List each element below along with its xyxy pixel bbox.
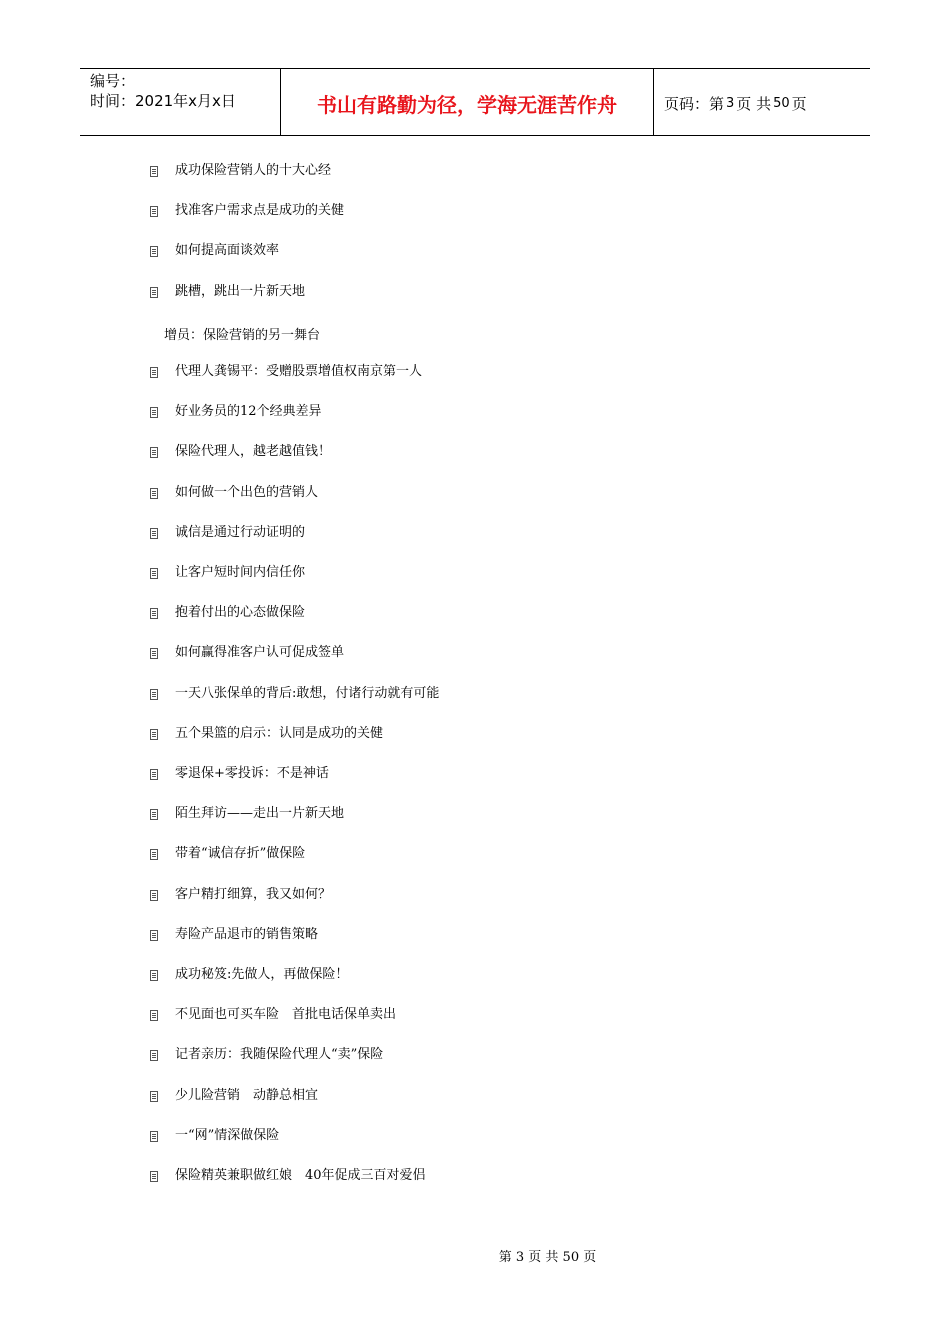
list-item-label: 如何赢得准客户认可促成签单 [175, 645, 345, 660]
list-item[interactable] [150, 966, 348, 984]
list-item[interactable] [150, 403, 322, 421]
list-item[interactable] [150, 524, 305, 542]
list-item-label: 保险精英兼职做红娘 40年促成三百对爱侣 [175, 1168, 426, 1183]
document-icon [150, 246, 158, 257]
list-item-label: 好业务员的12个经典差异 [175, 404, 322, 419]
list-item[interactable] [150, 845, 305, 863]
list-item-label: 寿险产品退市的销售策略 [175, 927, 319, 942]
document-icon [150, 568, 158, 579]
document-icon [150, 648, 158, 659]
list-item[interactable] [150, 283, 305, 301]
list-item[interactable] [150, 1167, 426, 1185]
document-icon [150, 970, 158, 981]
list-item-label: 代理人龚锡平：受赠股票增值权南京第一人 [175, 364, 423, 379]
list-item-label: 少儿险营销 动静总相宜 [175, 1088, 319, 1103]
header-motto: 书山有路勤为径，学海无涯苦作舟 [281, 69, 654, 135]
list-item-label: 一“网”情深做保险 [175, 1128, 280, 1143]
document-date: 时间：2021年x月x日 [90, 92, 236, 110]
list-item-label: 如何提高面谈效率 [175, 243, 280, 258]
list-item-label: 成功保险营销人的十大心经 [175, 163, 332, 178]
document-icon [150, 729, 158, 740]
list-item[interactable] [150, 1127, 279, 1145]
document-icon [150, 930, 158, 941]
list-item-label: 记者亲历：我随保险代理人“卖”保险 [175, 1047, 384, 1062]
list-item-label: 找准客户需求点是成功的关健 [175, 203, 345, 218]
list-item[interactable] [150, 886, 331, 904]
list-item-label: 保险代理人，越老越值钱！ [175, 444, 332, 459]
list-item-label: 如何做一个出色的营销人 [175, 485, 319, 500]
document-icon [150, 206, 158, 217]
list-item-label: 陌生拜访——走出一片新天地 [175, 806, 345, 821]
list-item[interactable] [150, 644, 344, 662]
list-item-label: 抱着付出的心态做保险 [175, 605, 306, 620]
list-item[interactable] [150, 1087, 318, 1105]
page-total: 50 [773, 95, 790, 111]
list-item-label: 诚信是通过行动证明的 [175, 525, 306, 540]
list-item[interactable] [150, 363, 422, 381]
document-icon [150, 447, 158, 458]
list-item-label: 让客户短时间内信任你 [175, 565, 306, 580]
list-item[interactable] [150, 202, 344, 220]
document-icon [150, 689, 158, 700]
document-icon [150, 367, 158, 378]
list-item[interactable] [150, 484, 318, 502]
list-item[interactable] [150, 242, 279, 260]
list-item[interactable] [150, 805, 344, 823]
document-number-label: 编号： [90, 72, 136, 90]
document-icon [150, 608, 158, 619]
list-item[interactable] [150, 725, 383, 743]
section-heading: 增员：保险营销的另一舞台 [164, 328, 321, 343]
document-icon [150, 769, 158, 780]
list-item-label: 带着“诚信存折”做保险 [175, 846, 306, 861]
list-item[interactable] [150, 564, 305, 582]
list-item[interactable] [150, 765, 329, 783]
list-item[interactable] [150, 443, 331, 461]
document-icon [150, 407, 158, 418]
document-icon [150, 166, 158, 177]
document-icon [150, 849, 158, 860]
list-item-label: 零退保+零投诉：不是神话 [175, 766, 329, 781]
page-header [80, 68, 870, 136]
page-footer: 第 3 页 共 50 页 [498, 1250, 597, 1265]
list-item[interactable] [150, 1046, 383, 1064]
list-item[interactable] [150, 685, 439, 703]
list-item-label: 一天八张保单的背后:敢想，付诸行动就有可能 [175, 686, 440, 701]
list-item-label: 客户精打细算，我又如何？ [175, 887, 332, 902]
document-icon [150, 1131, 158, 1142]
document-icon [150, 1050, 158, 1061]
list-item-label: 不见面也可买车险 首批电话保单卖出 [175, 1007, 397, 1022]
document-icon [150, 1010, 158, 1021]
page-current: 3 [726, 95, 735, 111]
document-icon [150, 890, 158, 901]
page-suffix: 页 [791, 94, 807, 113]
document-icon [150, 809, 158, 820]
list-item[interactable] [150, 926, 318, 944]
page-prefix: 页码：第 [664, 94, 725, 113]
document-icon [150, 1091, 158, 1102]
document-icon [150, 1171, 158, 1182]
list-item-label: 成功秘笈:先做人，再做保险！ [175, 967, 349, 982]
document-icon [150, 488, 158, 499]
document-icon [150, 528, 158, 539]
page-mid: 页 共 [736, 94, 772, 113]
header-page-info [654, 69, 870, 135]
list-item-label: 跳槽，跳出一片新天地 [175, 284, 306, 299]
list-item[interactable] [150, 1006, 396, 1024]
list-item-label: 五个果篮的启示：认同是成功的关健 [175, 726, 384, 741]
header-meta [80, 69, 281, 135]
list-item[interactable] [150, 604, 305, 622]
list-item[interactable] [150, 162, 331, 180]
document-icon [150, 287, 158, 298]
